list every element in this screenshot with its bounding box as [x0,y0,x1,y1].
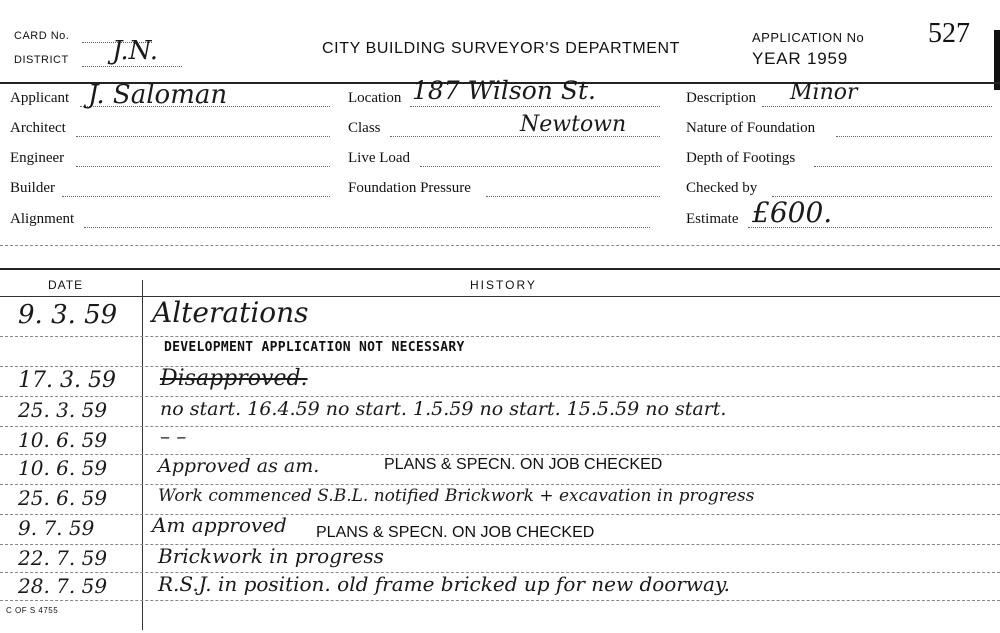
estimate-value: £600. [752,196,833,229]
class-label: Class [348,120,381,136]
row-rule [0,396,1000,397]
location-value: 187 Wilson St. [412,76,596,105]
row-rule [0,426,1000,427]
row-date: 10. 6. 59 [18,456,108,480]
row-rule [0,600,1000,601]
engineer-label: Engineer [10,150,65,166]
row-date: 22. 7. 59 [18,546,108,570]
date-column-divider [142,280,143,630]
history-top-divider [0,268,1000,270]
row-entry: Approved as am. [158,455,320,477]
builder-line [62,196,330,197]
location-line [410,106,660,107]
engineer-line [76,166,330,167]
live-load-label: Live Load [348,150,411,166]
row-entry: R.S.J. in position. old frame bricked up for new doorway. [158,572,730,596]
row-entry: – – [160,424,187,448]
class-value: Newtown [520,112,627,137]
history-header-rule [0,296,1000,297]
alignment-label: Alignment [10,211,75,227]
description-label: Description [686,90,756,106]
description-value: Minor [790,80,858,105]
date-column-header: DATE [48,278,84,292]
row-rule [0,484,1000,485]
row-date: 10. 6. 59 [18,428,108,452]
row-rule [0,336,1000,337]
estimate-label: Estimate [686,211,739,227]
district-label: DISTRICT [14,54,69,66]
year-label: YEAR 1959 [752,49,849,68]
foundation-pressure-line [486,196,660,197]
row-date: 9. 3. 59 [18,300,118,330]
row-entry: Am approved [152,513,287,537]
row-stamp: PLANS & SPECN. ON JOB CHECKED [316,524,595,541]
department-title: CITY BUILDING SURVEYOR'S DEPARTMENT [322,40,681,57]
foundation-pressure-label: Foundation Pressure [348,180,471,196]
applicant-label: Applicant [10,90,70,106]
description-line [762,106,992,107]
row-rule [0,366,1000,367]
row-entry: no start. 16.4.59 no start. 1.5.59 no start. 15.5.59 no start. [160,398,727,420]
row-rule [0,514,1000,515]
row-rule [0,454,1000,455]
depth-of-footings-label: Depth of Footings [686,150,796,166]
form-code: C OF S 4755 [6,606,59,615]
row-entry: Disapproved. [160,366,308,391]
history-column-header: HISTORY [470,278,537,292]
district-line [82,66,182,67]
row-entry: Alterations [152,296,309,329]
row-entry: Work commenced S.B.L. notified Brickwork + excavation in progress [158,486,755,506]
nature-of-foundation-label: Nature of Foundation [686,120,816,136]
row-date: 28. 7. 59 [18,574,108,598]
row-date: 25. 3. 59 [18,398,108,422]
row-rule [0,544,1000,545]
architect-line [76,136,330,137]
row-stamp: DEVELOPMENT APPLICATION NOT NECESSARY [164,340,465,355]
card-no-label: CARD No. [14,30,70,42]
architect-label: Architect [10,120,66,136]
alignment-line [84,227,650,228]
checked-by-label: Checked by [686,180,758,196]
row-date: 25. 6. 59 [18,486,108,510]
punch-mark [994,30,1000,90]
row-date: 17. 3. 59 [18,368,116,393]
depth-line [814,166,992,167]
fields-divider-dashed [0,245,1000,246]
row-date: 9. 7. 59 [18,516,95,540]
application-number: 527 [928,18,970,49]
district-value: J.N. [112,36,159,66]
applicant-value: J. Saloman [88,80,228,110]
row-entry: Brickwork in progress [158,544,384,568]
live-load-line [420,166,660,167]
location-label: Location [348,90,402,106]
application-label: APPLICATION No [752,30,865,45]
builder-label: Builder [10,180,55,196]
row-stamp: PLANS & SPECN. ON JOB CHECKED [384,456,663,473]
nature-line [836,136,992,137]
